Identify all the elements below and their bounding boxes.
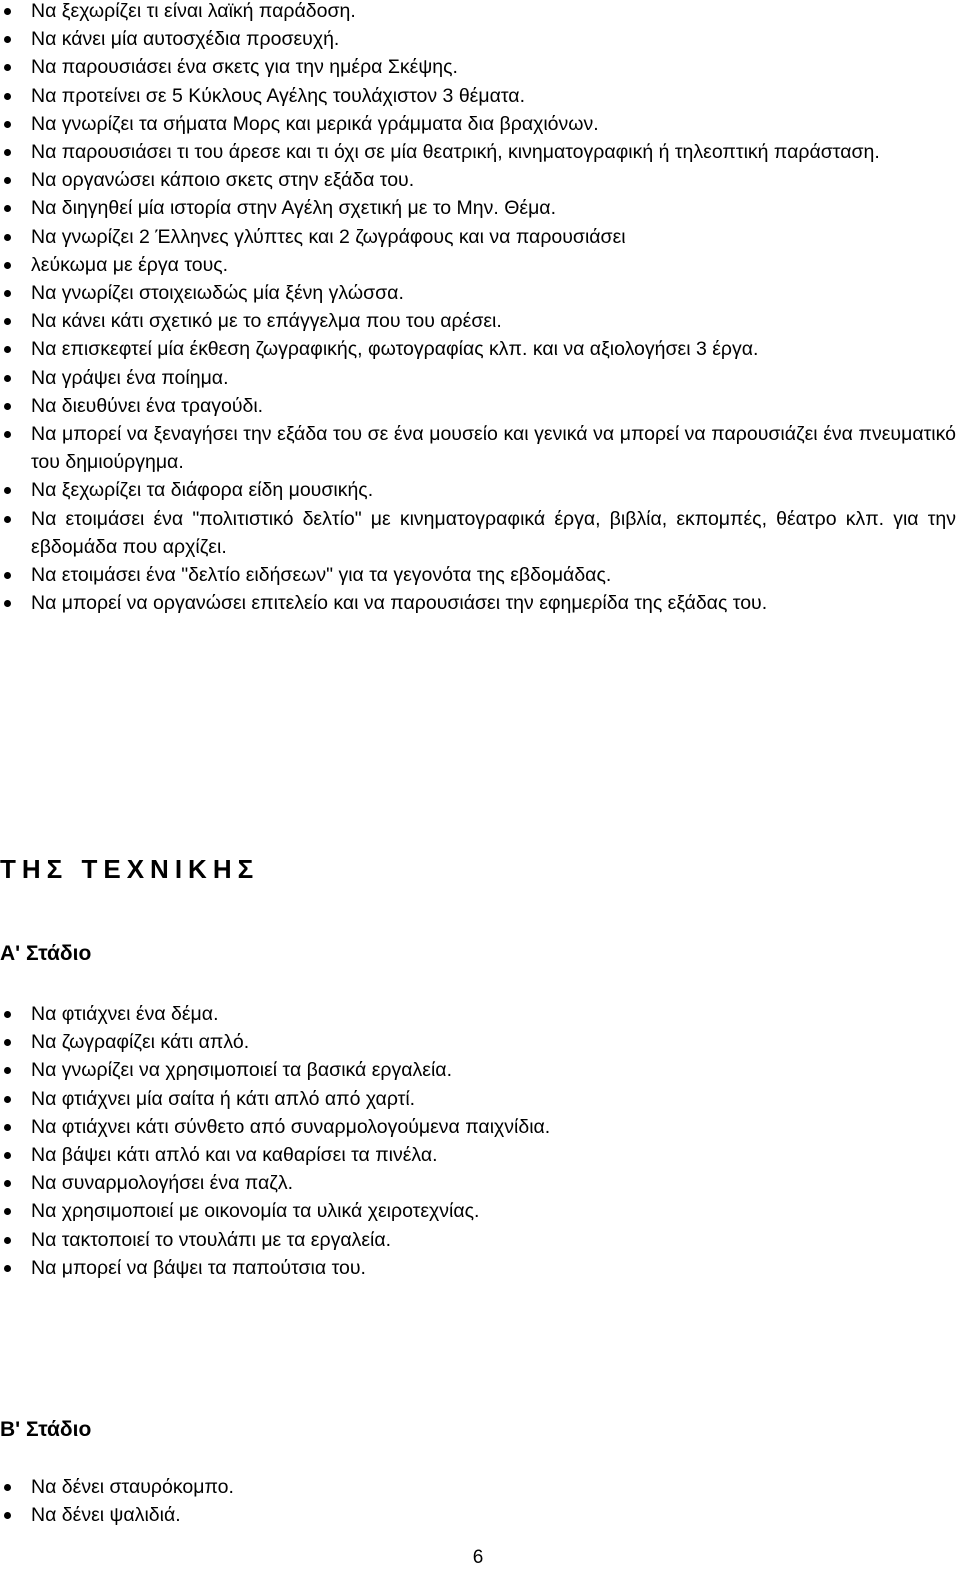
stage-b-title: Β' Στάδιο — [0, 1418, 92, 1441]
top-bullet-list — [0, 0, 956, 617]
list-item: Να φτιάχνει μία σαίτα ή κάτι απλό από χαρτί. — [0, 1085, 956, 1113]
list-item: Να συναρμολογήσει ένα παζλ. — [0, 1169, 956, 1197]
list-item: Να παρουσιάσει ένα σκετς για την ημέρα Σκέψης. — [0, 53, 956, 81]
list-item: Να ξεχωρίζει τα διάφορα είδη μουσικής. — [0, 476, 956, 504]
list-item: Να γνωρίζει να χρησιμοποιεί τα βασικά εργαλεία. — [0, 1056, 956, 1084]
list-item: Να κάνει κάτι σχετικό με το επάγγελμα που του αρέσει. — [0, 307, 956, 335]
list-item: Να ξεχωρίζει τι είναι λαϊκή παράδοση. — [0, 0, 956, 25]
list-item: Να γνωρίζει 2 Έλληνες γλύπτες και 2 ζωγράφους και να παρουσιάσει — [0, 223, 956, 251]
list-item: Να προτείνει σε 5 Κύκλους Αγέλης τουλάχιστον 3 θέματα. — [0, 82, 956, 110]
list-item: Να οργανώσει κάποιο σκετς στην εξάδα του. — [0, 166, 956, 194]
list-item: Να μπορεί να οργανώσει επιτελείο και να παρουσιάσει την εφημερίδα της εξάδας του. — [0, 589, 956, 617]
list-item: Να χρησιμοποιεί με οικονομία τα υλικά χειροτεχνίας. — [0, 1197, 956, 1225]
list-item: Να δένει σταυρόκομπο. — [0, 1473, 956, 1501]
list-item: Να γνωρίζει τα σήματα Μορς και μερικά γράμματα δια βραχιόνων. — [0, 110, 956, 138]
list-item: Να μπορεί να ξεναγήσει την εξάδα του σε ένα μουσείο και γενικά να μπορεί να παρουσιάζει ένα πνευματικό του δημιούργημα. — [0, 420, 956, 476]
list-item: Να διηγηθεί μία ιστορία στην Αγέλη σχετική με το Μην. Θέμα. — [0, 194, 956, 222]
stage-a-list — [0, 1000, 956, 1282]
list-item: Να γράψει ένα ποίημα. — [0, 364, 956, 392]
stage-a-title: Α' Στάδιο — [0, 942, 92, 965]
list-item: Να ετοιμάσει ένα "δελτίο ειδήσεων" για τα γεγονότα της εβδομάδας. — [0, 561, 956, 589]
list-item: Να γνωρίζει στοιχειωδώς μία ξένη γλώσσα. — [0, 279, 956, 307]
list-item: Να διευθύνει ένα τραγούδι. — [0, 392, 956, 420]
list-item: Να μπορεί να βάψει τα παπούτσια του. — [0, 1254, 956, 1282]
page-number: 6 — [472, 1547, 484, 1568]
list-item: Να δένει ψαλιδιά. — [0, 1501, 956, 1529]
list-item: Να επισκεφτεί μία έκθεση ζωγραφικής, φωτογραφίας κλπ. και να αξιολογήσει 3 έργα. — [0, 335, 956, 363]
list-item: Να φτιάχνει ένα δέμα. — [0, 1000, 956, 1028]
list-item: Να βάψει κάτι απλό και να καθαρίσει τα πινέλα. — [0, 1141, 956, 1169]
list-item: λεύκωμα με έργα τους. — [0, 251, 956, 279]
list-item: Να ζωγραφίζει κάτι απλό. — [0, 1028, 956, 1056]
list-item: Να φτιάχνει κάτι σύνθετο από συναρμολογούμενα παιχνίδια. — [0, 1113, 956, 1141]
list-item: Να κάνει μία αυτοσχέδια προσευχή. — [0, 25, 956, 53]
list-item: Να ετοιμάσει ένα "πολιτιστικό δελτίο" με κινηματογραφικά έργα, βιβλία, εκπομπές, θέατρο κλπ. για την εβδομάδα που αρχίζει. — [0, 505, 956, 561]
stage-b-list — [0, 1473, 956, 1529]
section-title: ΤΗΣ ΤΕΧΝΙΚΗΣ — [0, 854, 260, 884]
list-item: Να παρουσιάσει τι του άρεσε και τι όχι σε μία θεατρική, κινηματογραφική ή τηλεοπτική παράσταση. — [0, 138, 956, 166]
list-item: Να τακτοποιεί το ντουλάπι με τα εργαλεία. — [0, 1226, 956, 1254]
